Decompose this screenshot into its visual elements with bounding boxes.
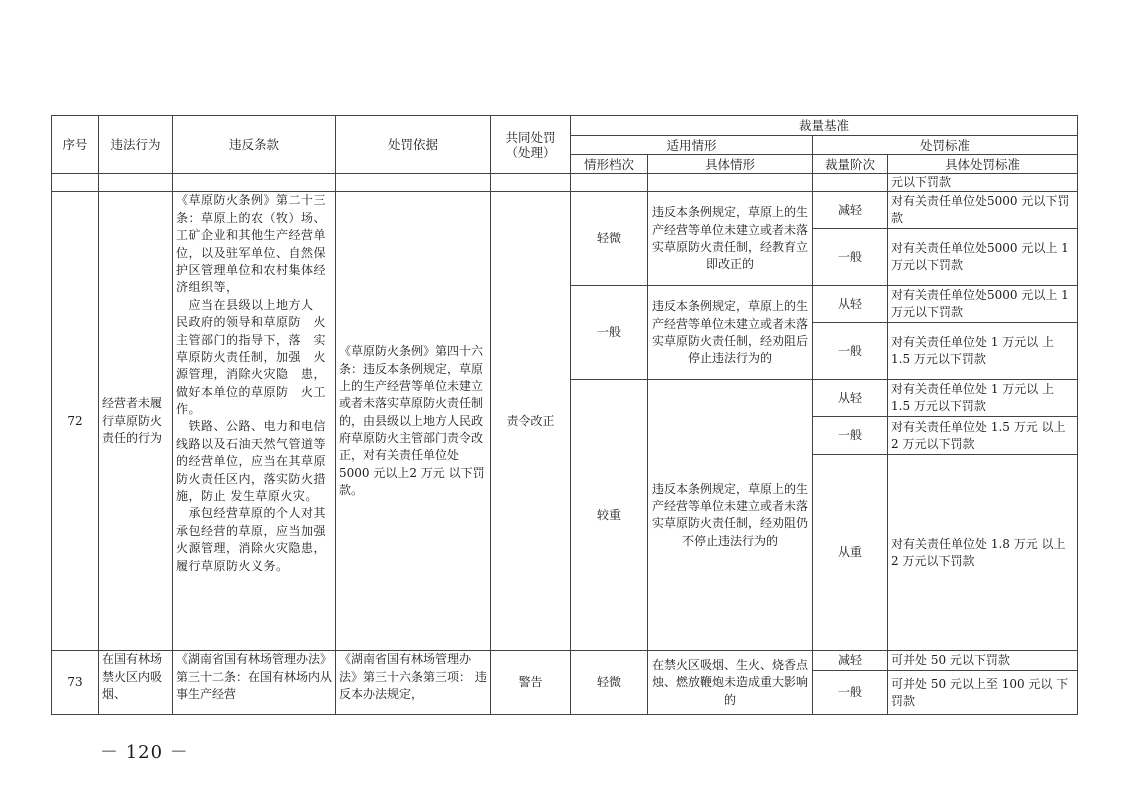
situation-cell: 在禁火区吸烟、生火、烧香点烛、燃放鞭炮未造成重大影响的 xyxy=(648,651,813,715)
header-basis: 处罚依据 xyxy=(336,116,491,174)
penalty-benchmark-table xyxy=(51,115,1078,715)
penalty-cell: 对有关责任单位处5000 元以上 1 万元以下罚款 xyxy=(888,286,1078,323)
table-row xyxy=(52,651,1078,671)
stage-cell: 从轻 xyxy=(813,286,888,323)
stage-cell: 一般 xyxy=(813,417,888,455)
seq-cell: 72 xyxy=(52,192,99,651)
seq-cell: 73 xyxy=(52,651,99,715)
continuation-row xyxy=(52,174,1078,192)
continuation-penalty: 元以下罚款 xyxy=(888,174,1078,192)
clause-cell: 《草原防火条例》第二十三条：草原上的农（牧）场、工矿企业和其他生产经营单位，以及驻军单位、自然保护区管理单位和农村集体经济组织等， 应当在县级以上地方人 民政府的领导和草原防 火主管部门的指导下，落 实草原防火责任制，加强 火源管理，消除火灾隐 患，做好本单位的草原防 火工作。 铁路、公路、电力和电信线路以及石油天然气管道等的经营单位，应当在其草原防火责任区内，落实防火措施，防止 发生草原火灾。 承包经营草原的个人对其承包经营的草原，应当加强火源管理，消除火灾隐患，履行草原防火义务。 xyxy=(173,192,336,651)
clause-cell: 《湖南省国有林场管理办法》第三十二条：在国有林场内从事生产经营 xyxy=(173,651,336,715)
header-behavior: 违法行为 xyxy=(99,116,173,174)
basis-cell: 《草原防火条例》第四十六条：违反本条例规定，草原上的生产经营等单位未建立或者未落实草原防火责任制的，由县级以上地方人民政府草原防火主管部门责令改正，对有关责任单位处 5000 元以上2 万元 以下罚款。 xyxy=(336,192,491,651)
common-penalty-cell: 责令改正 xyxy=(491,192,571,651)
level-cell: 轻微 xyxy=(571,651,648,715)
header-applicable: 适用情形 xyxy=(571,136,813,155)
header-penalty: 具体处罚标准 xyxy=(888,155,1078,174)
header-stage: 裁量阶次 xyxy=(813,155,888,174)
penalty-cell: 对有关责任单位处 1 万元以 上 1.5 万元以下罚款 xyxy=(888,323,1078,380)
stage-cell: 一般 xyxy=(813,323,888,380)
page-number: － 120 － xyxy=(100,742,189,763)
penalty-cell: 对有关责任单位处5000 元以上 1 万元以下罚款 xyxy=(888,229,1078,286)
level-cell: 轻微 xyxy=(571,192,648,286)
table-row xyxy=(52,192,1078,229)
penalty-cell: 可并处 50 元以下罚款 xyxy=(888,651,1078,671)
header-benchmark: 裁量基准 xyxy=(571,116,1078,136)
penalty-cell: 对有关责任单位处 1 万元以 上 1.5 万元以下罚款 xyxy=(888,380,1078,417)
situation-cell: 违反本条例规定，草原上的生产经营等单位未建立或者未落实草原防火责任制，经劝阻后停止违法行为的 xyxy=(648,286,813,380)
behavior-cell: 经营者未履行草原防火责任的行为 xyxy=(99,192,173,651)
situation-cell: 违反本条例规定，草原上的生产经营等单位未建立或者未落实草原防火责任制，经劝阻仍不停止违法行为的 xyxy=(648,380,813,651)
situation-cell: 违反本条例规定，草原上的生产经营等单位未建立或者未落实草原防火责任制，经教育立即改正的 xyxy=(648,192,813,286)
basis-cell: 《湖南省国有林场管理办法》第三十六条第三项： 违反本办法规定， xyxy=(336,651,491,715)
level-cell: 较重 xyxy=(571,380,648,651)
common-penalty-cell: 警告 xyxy=(491,651,571,715)
stage-cell: 一般 xyxy=(813,671,888,715)
header-common-penalty: 共同处罚 （处理） xyxy=(491,116,571,174)
stage-cell: 从重 xyxy=(813,455,888,651)
header-seq: 序号 xyxy=(52,116,99,174)
header-situation: 具体情形 xyxy=(648,155,813,174)
penalty-cell: 可并处 50 元以上至 100 元以 下罚款 xyxy=(888,671,1078,715)
header-clause: 违反条款 xyxy=(173,116,336,174)
stage-cell: 从轻 xyxy=(813,380,888,417)
header-standard: 处罚标准 xyxy=(813,136,1078,155)
behavior-cell: 在国有林场禁火区内吸烟、 xyxy=(99,651,173,715)
header-level: 情形档次 xyxy=(571,155,648,174)
penalty-cell: 对有关责任单位处 1.5 万元 以上 2 万元以下罚款 xyxy=(888,417,1078,455)
stage-cell: 减轻 xyxy=(813,651,888,671)
stage-cell: 一般 xyxy=(813,229,888,286)
penalty-cell: 对有关责任单位处 1.8 万元 以上 2 万元以下罚款 xyxy=(888,455,1078,651)
penalty-cell: 对有关责任单位处5000 元以下罚款 xyxy=(888,192,1078,229)
level-cell: 一般 xyxy=(571,286,648,380)
stage-cell: 减轻 xyxy=(813,192,888,229)
